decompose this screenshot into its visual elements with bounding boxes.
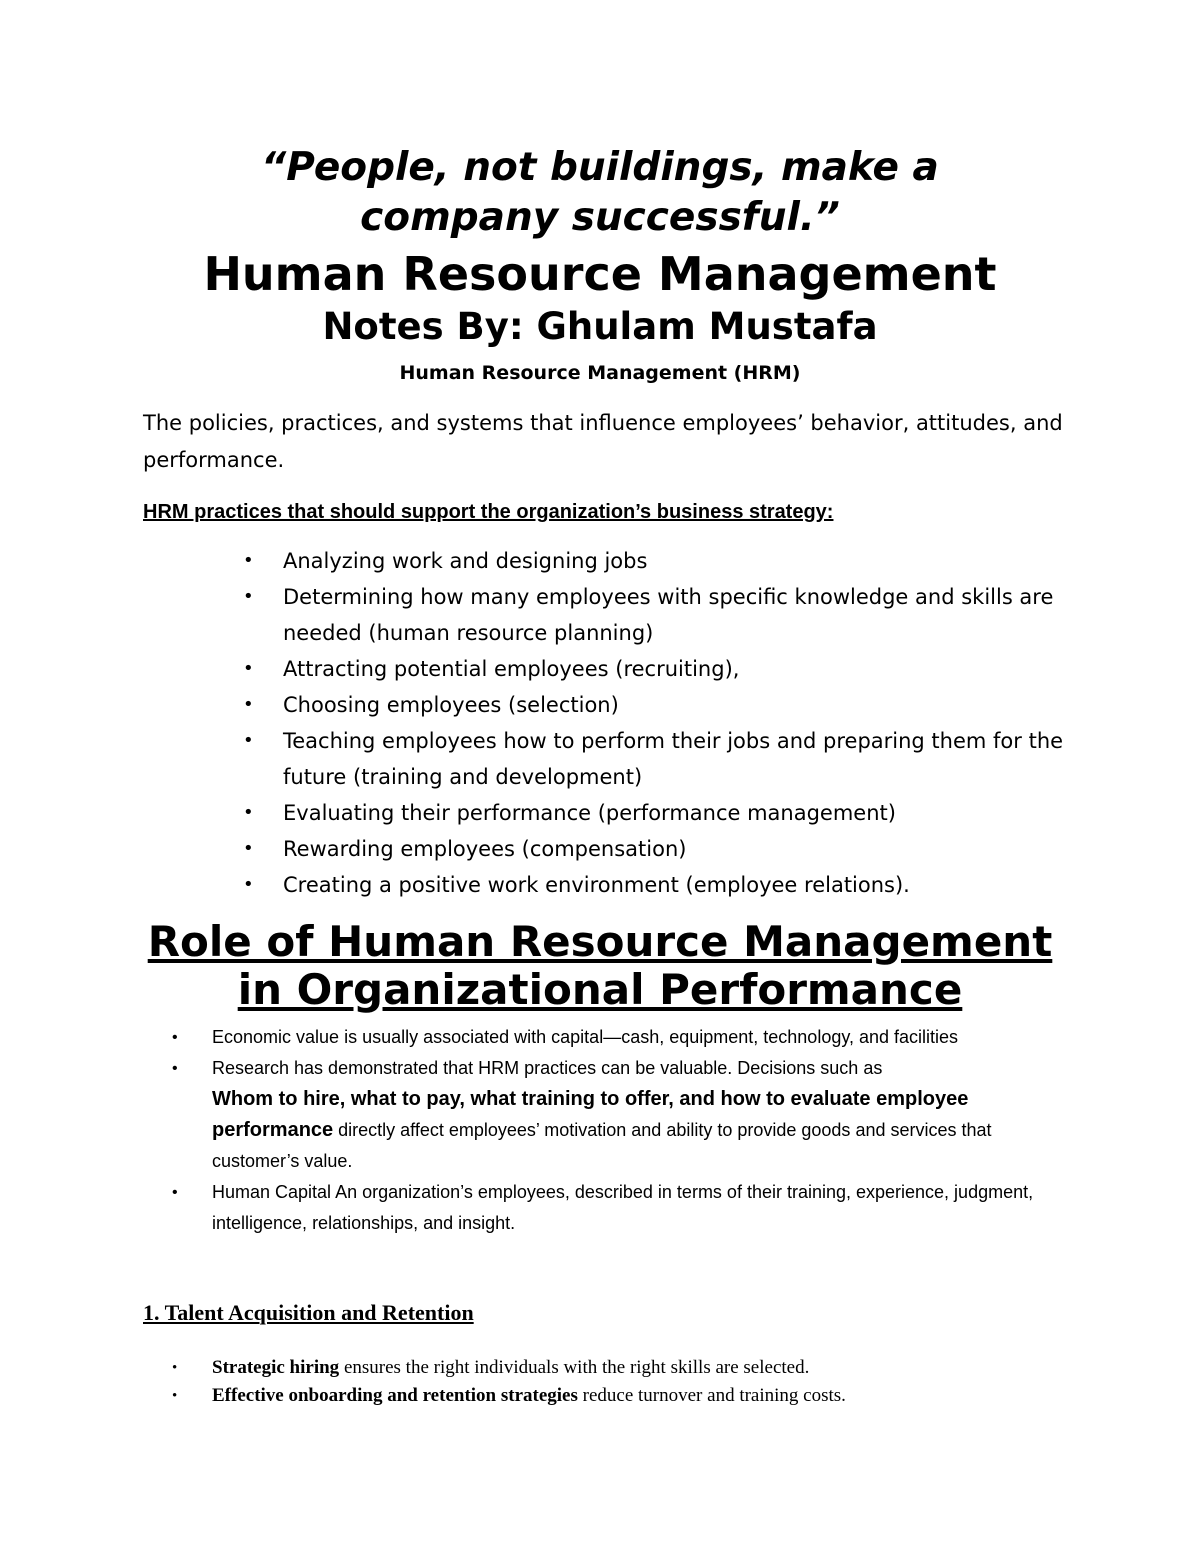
talent-list bbox=[172, 1354, 1072, 1410]
list-item: • Evaluating their performance (performance management) bbox=[243, 795, 1073, 831]
list-item: • Effective onboarding and retention strategies reduce turnover and training costs. bbox=[172, 1382, 1072, 1410]
quote-line-1: “People, not buildings, make a bbox=[261, 145, 939, 190]
list-item: • Determining how many employees with specific knowledge and skills are needed (human resource planning) bbox=[243, 579, 1073, 651]
bullet-icon: • bbox=[243, 550, 254, 571]
role-list bbox=[172, 1022, 1052, 1239]
bullet-icon: • bbox=[243, 838, 254, 859]
list-item: • Choosing employees (selection) bbox=[243, 687, 1073, 723]
bullet-icon: • bbox=[172, 1360, 178, 1376]
bullet-icon: • bbox=[243, 586, 254, 607]
hrm-definition: The policies, practices, and systems that influence employees’ behavior, attitudes, and performance. bbox=[143, 411, 1063, 472]
section-heading-talent: 1. Talent Acquisition and Retention bbox=[143, 1300, 474, 1325]
document-title: Human Resource Management bbox=[203, 247, 997, 301]
quote-line-2: company successful.” bbox=[360, 195, 840, 240]
bullet-icon: • bbox=[172, 1388, 178, 1404]
bullet-icon: • bbox=[172, 1060, 178, 1077]
strategy-list bbox=[243, 543, 1073, 903]
bullet-icon: • bbox=[243, 730, 254, 751]
list-item: • Research has demonstrated that HRM practices can be valuable. Decisions such as Whom to hire, what to pay, what training to offer, and how to evaluate employee performance directly affect employees’ motivation and ability to provide goods and services that customer’s value. bbox=[172, 1053, 1052, 1177]
strategy-heading: HRM practices that should support the organization’s business strategy: bbox=[143, 501, 834, 523]
bullet-icon: • bbox=[243, 694, 254, 715]
list-item: • Human Capital An organization’s employees, described in terms of their training, experience, judgment, intelligence, relationships, and insight. bbox=[172, 1177, 1052, 1239]
list-item: • Economic value is usually associated with capital—cash, equipment, technology, and facilities bbox=[172, 1022, 1052, 1053]
role-heading-line-1: Role of Human Resource Management bbox=[147, 917, 1053, 966]
list-item: • Analyzing work and designing jobs bbox=[243, 543, 1073, 579]
role-heading-line-2: in Organizational Performance bbox=[237, 965, 963, 1014]
list-item: • Teaching employees how to perform their jobs and preparing them for the future (training and development) bbox=[243, 723, 1073, 795]
list-item: • Creating a positive work environment (employee relations). bbox=[243, 867, 1073, 903]
bullet-icon: • bbox=[243, 658, 254, 679]
bullet-icon: • bbox=[243, 802, 254, 823]
author-line: Notes By: Ghulam Mustafa bbox=[322, 305, 878, 348]
role-heading bbox=[0, 918, 1200, 1014]
document-subtitle: Human Resource Management (HRM) bbox=[399, 362, 801, 384]
list-item: • Attracting potential employees (recruiting), bbox=[243, 651, 1073, 687]
emphasized-decisions: Whom to hire, what to pay, what training to offer, and how to evaluate employee performance bbox=[212, 1088, 969, 1141]
bullet-icon: • bbox=[172, 1184, 178, 1201]
list-item: • Rewarding employees (compensation) bbox=[243, 831, 1073, 867]
list-item: • Strategic hiring ensures the right individuals with the right skills are selected. bbox=[172, 1354, 1072, 1382]
bullet-icon: • bbox=[243, 874, 254, 895]
opening-quote bbox=[0, 143, 1200, 243]
bullet-icon: • bbox=[172, 1029, 178, 1046]
